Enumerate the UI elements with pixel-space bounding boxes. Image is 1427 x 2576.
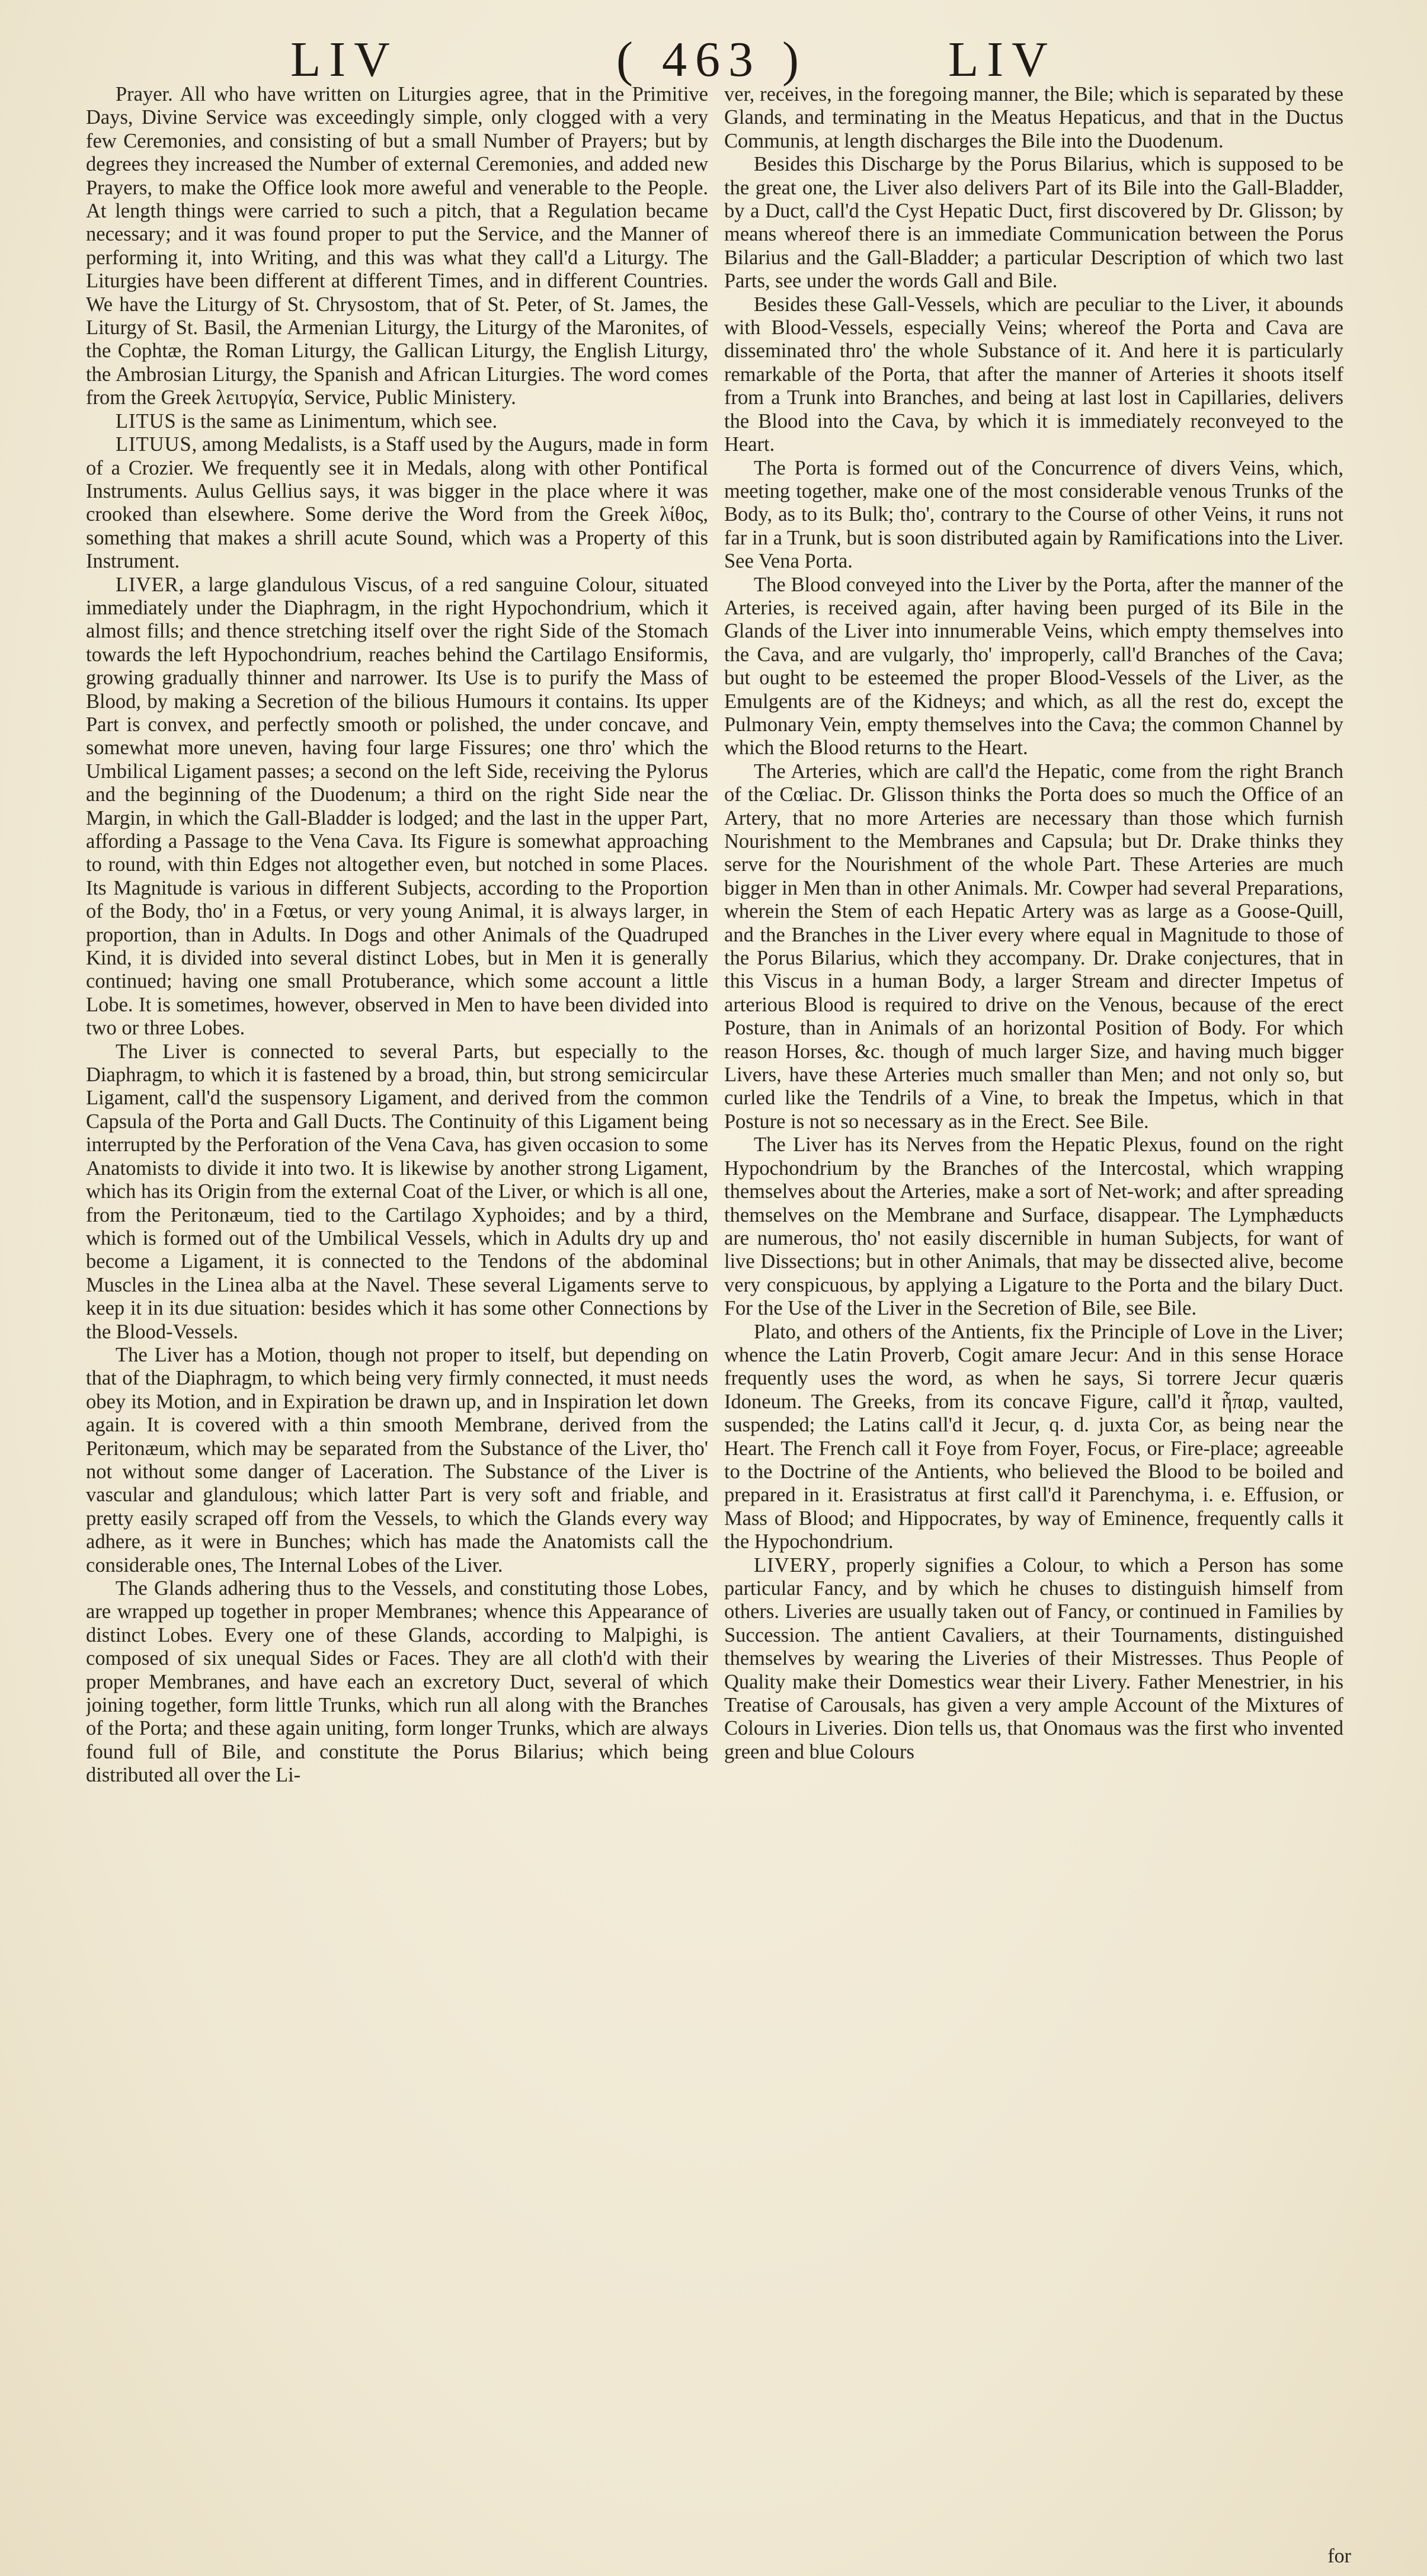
paragraph-text: Prayer. All who have written on Liturgies agree, that in the Primitive Days, Divine Service was exceedingly simple, only clogged with a very few Ceremonies, and consisting of but a small Number of Prayers; but by degrees they increased the Number of external Ceremonies, and added new Prayers, to make the Office look more aweful and venerable to the People. At length things were carried to such a pitch, that a Regulation became necessary; and it was found proper to put the Service, and the Manner of performing it, into Writing, and this was what they call'd a Liturgy. The Liturgies have been different at different Times, and in different Countries. We have the Liturgy of St. Chrysostom, that of St. Peter, of St. James, the Liturgy of St. Basil, the Armenian Liturgy, the Liturgy of the Maronites, of the Cophtæ, the Roman Liturgy, the Gallican Liturgy, the English Liturgy, the Ambrosian Liturgy, the Spanish and African Liturgies. The word comes from the Greek λειτυργία, Service, Public Ministery. (86, 83, 708, 409)
paragraph-text: The Liver has its Nerves from the Hepatic Plexus, found on the right Hypochondrium by the Branches of the Intercostal, which wrapping themselves about the Arteries, make a sort of Net-work; and after spreading themselves on the Membrane and Surface, disappear. The Lymphæducts are numerous, tho' not easily discernible in human Subjects, for want of live Dissections; but in other Animals, that may be dissected alive, become very conspicuous, by applying a Ligature to the Porta and the bilary Duct. For the Use of the Liver in the Secretion of Bile, see Bile. (724, 1133, 1343, 1320)
entry-headword: LITUS (116, 409, 177, 432)
paragraph-text: Plato, and others of the Antients, fix the Principle of Love in the Liver; whence the Latin Proverb, Cogit amare Jecur: And in this sense Horace frequently uses the word, as when he says, Si torrere Jecur quæris Idoneum. The Greeks, from its concave Figure, call'd it ἧπαρ, vaulted, suspended; the Latins call'd it Jecur, q. d. juxta Cor, as being near the Heart. The French call it Foye from Foyer, Focus, or Fire-place; agreeable to the Doctrine of the Antients, who believed the Blood to be boiled and prepared in it. Erasistratus at first call'd it Parenchyma, i. e. Effusion, or Mass of Blood; and Hippocrates, by way of Eminence, frequently calls it the Hypochondrium. (724, 1320, 1343, 1553)
paragraph (86, 1040, 708, 1344)
left-column (86, 83, 708, 2548)
paragraph (86, 1577, 708, 1787)
paragraph-text: , a large glandulous Viscus, of a red sanguine Colour, situated immediately under the Diaphragm, in the right Hypochondrium, which it almost fills; and thence stretching itself over the right Side of the Stomach towards the left Hypochondrium, reaches behind the Cartilago Ensiformis, growing gradually thinner and narrower. Its Use is to purify the Mass of Blood, by making a Secretion of the bilious Humours it contains. Its upper Part is convex, and perfectly smooth or polished, the under concave, and somewhat more uneven, having four large Fissures; one thro' which the Umbilical Ligament passes; a second on the left Side, receiving the Pylorus and the beginning of the Duodenum; a third on the right Side near the Margin, in which the Gall-Bladder is lodged; and the last in the upper Part, affording a Passage to the Vena Cava. Its Figure is somewhat approaching to round, with thin Edges not altogether even, but notched in some Places. Its Magnitude is various in different Subjects, according to the Proportion of the Body, tho' in a Fœtus, or very young Animal, it is always larger, in proportion, than in Adults. In Dogs and other Animals of the Quadruped Kind, it is divided into several distinct Lobes, but in Men it is generally continued; having one small Protuberance, which some account a little Lobe. It is sometimes, however, observed in Men to have been divided into two or three Lobes. (86, 573, 708, 1040)
paragraph-text: Besides these Gall-Vessels, which are peculiar to the Liver, it abounds with Blood-Vessels, especially Veins; whereof the Porta and Cava are disseminated thro' the whole Substance of it. And here it is particularly remarkable of the Porta, that after the manner of Arteries it shoots itself from a Trunk into Branches, and being at last lost in Capillaries, delivers the Blood into the Cava, by which it is immediately reconveyed to the Heart. (724, 293, 1343, 456)
paragraph (724, 760, 1343, 1134)
page-number: ( 463 ) (616, 32, 807, 87)
paragraph-text: The Liver has a Motion, though not proper to itself, but depending on that of the Diaphragm, to which being very firmly connected, it must needs obey its Motion, and in Expiration be drawn up, and in Inspiration let down again. It is covered with a thin smooth Membrane, derived from the Peritonæum, which may be separated from the Substance of the Liver, tho' not without some danger of Laceration. The Substance of the Liver is vascular and glandulous; which latter Part is very soft and friable, and pretty easily scraped off from the Vessels, to which the Glands every way adhere, as it were in Bunches; which has made the Anatomists call the considerable ones, The Internal Lobes of the Liver. (86, 1343, 708, 1577)
header-right-word: LIV (948, 32, 1056, 87)
paragraph (724, 1554, 1343, 1764)
paragraph-text: , among Medalists, is a Staff used by the Augurs, made in form of a Crozier. We frequently see it in Medals, along with other Pontifical Instruments. Aulus Gellius says, it was bigger in the place where it was crooked than elsewhere. Some derive the Word from the Greek λίθος, something that makes a shrill acute Sound, which was a Property of this Instrument. (86, 433, 708, 573)
paragraph-text: The Arteries, which are call'd the Hepatic, come from the right Branch of the Cœliac. Dr. Glisson thinks the Porta does so much the Office of an Artery, that no more Arteries are necessary than those which furnish Nourishment to the Membranes and Capsula; but Dr. Drake thinks they serve for the Nourishment of the whole Part. These Arteries are much bigger in Men than in other Animals. Mr. Cowper had several Preparations, wherein the Stem of each Hepatic Artery was as large as a Goose-Quill, and the Branches in the Liver every where equal in Magnitude to those of the Porus Bilarius, which they accompany. Dr. Drake conjectures, that in this Viscus in a human Body, a larger Stream and directer Impetus of arterious Blood is required to drive on the Venous, because of the erect Posture, than in Animals of an horizontal Position of Body. For which reason Horses, &c. though of much larger Size, and having much bigger Livers, have these Arteries much smaller than Men; and not only so, but curled like the Tendrils of a Vine, to break the Impetus, which in that Posture is not so necessary as in the Erect. See Bile. (724, 760, 1343, 1133)
paragraph (724, 1321, 1343, 1554)
running-header (0, 31, 1427, 90)
paragraph-text: The Porta is formed out of the Concurrence of divers Veins, which, meeting together, make one of the most considerable venous Trunks of the Body, as to its Bulk; tho', contrary to the Course of other Veins, it runs not far in a Trunk, but is soon distributed again by Ramifications into the Liver. See Vena Porta. (724, 456, 1343, 573)
paragraph (724, 457, 1343, 573)
entry-headword: LIVER (116, 573, 179, 596)
paragraph-text: The Glands adhering thus to the Vessels, and constituting those Lobes, are wrapped up together in proper Membranes; whence this Appearance of distinct Lobes. Every one of these Glands, according to Malpighi, is composed of six unequal Sides or Faces. They are all cloth'd with their proper Membranes, and have each an excretory Duct, several of which joining together, form little Trunks, which run all along with the Branches of the Porta; and these again uniting, form longer Trunks, which are always found full of Bile, and constitute the Porus Bilarius; which being distributed all over the Li- (86, 1577, 708, 1787)
right-column (724, 83, 1343, 2548)
paragraph-text: is the same as Linimentum, which see. (176, 409, 498, 432)
paragraph-text: , properly signifies a Colour, to which a Person has some particular Fancy, and by which he chuses to distinguish himself from others. Liveries are usually taken out of Fancy, or continued in Families by Succession. The antient Cavaliers, at their Tournaments, distinguished themselves by wearing the Liveries of their Mistresses. Thus People of Quality make their Domestics wear their Livery. Father Menestrier, in his Treatise of Carousals, has given a very ample Account of the Mixtures of Colours in Liveries. Dion tells us, that Onomaus was the first who invented green and blue Colours (724, 1553, 1343, 1763)
paragraph (86, 1344, 708, 1577)
paragraph (724, 83, 1343, 153)
paragraph-text: Besides this Discharge by the Porus Bilarius, which is supposed to be the great one, the Liver also delivers Part of its Bile into the Gall-Bladder, by a Duct, call'd the Cyst Hepatic Duct, first discovered by Dr. Glisson; by means whereof there is an immediate Communication between the Porus Bilarius and the Gall-Bladder; a particular Description of which two last Parts, see under the words Gall and Bile. (724, 153, 1343, 293)
entry-headword: LITUUS (116, 433, 192, 456)
entry-headword: LIVERY (754, 1553, 831, 1577)
paragraph (724, 153, 1343, 293)
paragraph (86, 433, 708, 573)
paragraph (724, 293, 1343, 457)
paragraph-text: The Liver is connected to several Parts, but especially to the Diaphragm, to which it is fastened by a broad, thin, but strong semicircular Ligament, call'd the suspensory Ligament, and derived from the common Capsula of the Porta and Gall Ducts. The Continuity of this Ligament being interrupted by the Perforation of the Vena Cava, has given occasion to some Anatomists to divide it into two. It is likewise by another strong Ligament, which has its Origin from the external Coat of the Liver, or which is all one, from the Peritonæum, tied to the Cartilago Xyphoides; and by a third, which is formed out of the Umbilical Vessels, which in Adults dry up and become a Ligament, it is connected to the Tendons of the abdominal Muscles in the Linea alba at the Navel. These several Ligaments serve to keep it in its due situation: besides which it has some other Connections by the Blood-Vessels. (86, 1040, 708, 1343)
paragraph (724, 1133, 1343, 1320)
paragraph-text: The Blood conveyed into the Liver by the Porta, after the manner of the Arteries, is received again, after having been purged of its Bile in the Glands of the Liver into innumerable Veins, which empty themselves into the Cava, and are vulgarly, tho' improperly, call'd Branches of the Cava; but ought to be esteemed the proper Blood-Vessels of the Liver, as the Emulgents are of the Kidneys; and which, as all the rest do, except the Pulmonary Vein, empty themselves into the Cava; the common Channel by which the Blood returns to the Heart. (724, 573, 1343, 760)
catchword: for (1327, 2545, 1351, 2567)
paragraph (86, 573, 708, 1040)
paragraph (86, 83, 708, 410)
paragraph (724, 573, 1343, 760)
header-left-word: LIV (290, 32, 398, 87)
paragraph-text: ver, receives, in the foregoing manner, the Bile; which is separated by these Glands, and terminating in the Meatus Hepaticus, and that in the Ductus Communis, at length discharges the Bile into the Duodenum. (724, 83, 1343, 152)
paragraph (86, 410, 708, 433)
